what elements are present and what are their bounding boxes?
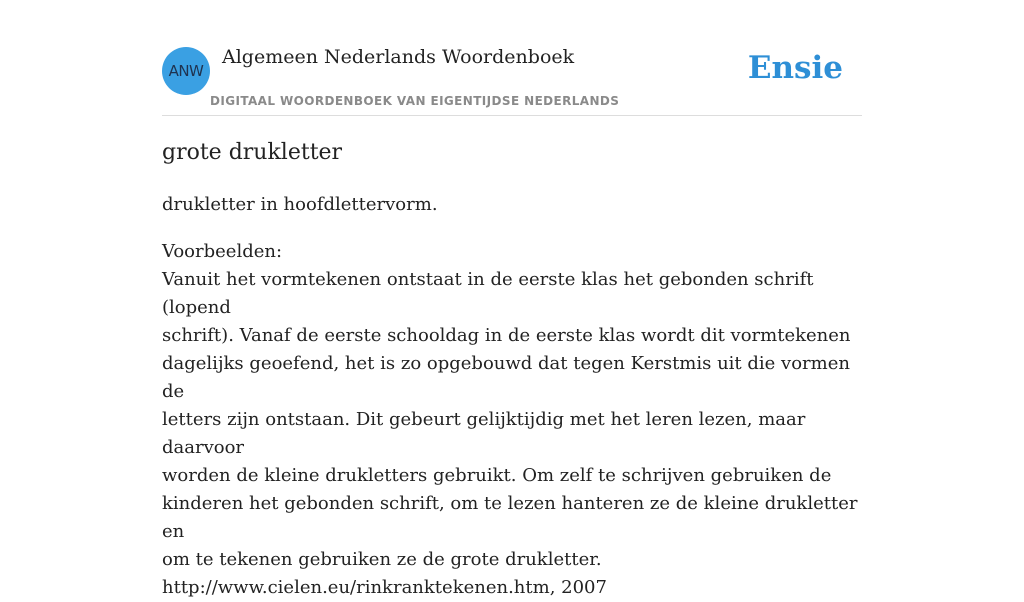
example-line: schrift). Vanaf de eerste schooldag in de eerste klas wordt dit vormtekenen (162, 325, 851, 346)
headword: grote drukletter (162, 140, 343, 165)
examples-block (162, 238, 862, 602)
header-divider (162, 115, 862, 116)
site-subtitle: DIGITAAL WOORDENBOEK VAN EIGENTIJDSE NEDERLANDS (210, 94, 620, 108)
example-source: http://www.cielen.eu/rinkranktekenen.htm, 2007 (162, 577, 607, 598)
example-line: dagelijks geoefend, het is zo opgebouwd dat tegen Kerstmis uit die vormen de (162, 353, 850, 402)
example-line: kinderen het gebonden schrift, om te lezen hanteren ze de kleine drukletter en (162, 493, 858, 542)
site-title[interactable]: Algemeen Nederlands Woordenboek (222, 46, 575, 68)
example-line: Vanuit het vormtekenen ontstaat in de eerste klas het gebonden schrift (lopend (162, 269, 814, 318)
example-line: om te tekenen gebruiken ze de grote drukletter. (162, 549, 602, 570)
example-line: letters zijn ontstaan. Dit gebeurt gelijktijdig met het leren lezen, maar daarvoor (162, 409, 806, 458)
example-line: worden de kleine drukletters gebruikt. Om zelf te schrijven gebruiken de (162, 465, 832, 486)
ensie-logo[interactable]: Ensie (747, 50, 843, 86)
examples-label: Voorbeelden: (162, 241, 283, 262)
anw-logo[interactable]: ANW (162, 47, 210, 95)
definition: drukletter in hoofdlettervorm. (162, 194, 438, 215)
